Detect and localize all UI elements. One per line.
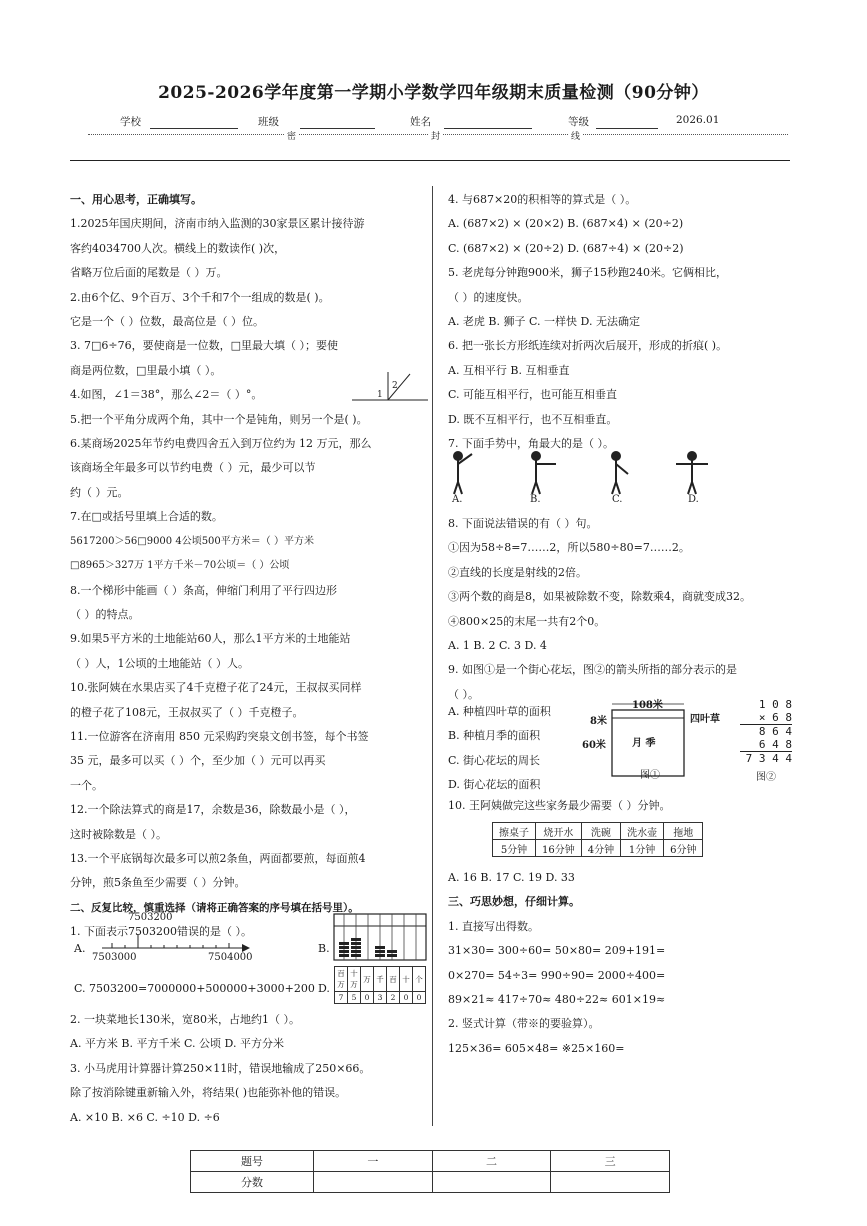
place-head: 万 [361,967,374,992]
exam-title: 2025-2026学年度第一学期小学数学四年级期末质量检测（90分钟） [158,83,709,103]
question-line: ②直线的长度是射线的2倍。 [448,565,587,579]
question-line: C. (687×2) × (20÷2) D. (687÷4) × (20÷2) [448,241,684,255]
place-head: 十 [400,967,413,992]
chore-name: 烧开水 [536,823,582,840]
score-cell[interactable] [314,1172,433,1193]
school-line [150,118,238,129]
question-line: 10.张阿姨在水果店买了4千克橙子花了24元，王叔叔买同样 [70,681,362,695]
place-digit: 0 [400,992,413,1004]
question-line: 2. 一块菜地长130米，宽80米，占地约1（ ）。 [70,1013,300,1026]
question-line: 1.2025年国庆期间，济南市纳入监测的30家景区累计接待游 [70,217,365,231]
question-line: 5.把一个平角分成两个角，其中一个是钝角，则另一个是( )。 [70,412,368,426]
chore-name: 擦桌子 [493,823,536,840]
question-line: 3. 小马虎用计算器计算250×11时，错误地输成了250×66。 [70,1061,371,1075]
place-head: 十万 [348,967,361,992]
chore-time: 4分钟 [581,840,620,857]
section-2-heading: 二、反复比较，慎重选择（请将正确答案的序号填在括号里）。 [70,901,359,914]
question-line: ④800×25的末尾一共有2个0。 [448,614,606,628]
score-label: 分数 [191,1172,314,1193]
question-line: A. ×10 B. ×6 C. ÷10 D. ÷6 [70,1110,220,1124]
place-head: 百万 [335,967,348,992]
right-column-bottom [448,866,788,1061]
question-line: □8965＞327万 1平方千米－70公顷＝（ ）公顷 [70,560,290,572]
question-line: 约（ ）元。 [70,485,129,499]
gesture-figures [446,450,746,496]
name-label: 姓名 [410,116,431,128]
question-line: 这时被除数是（ ）。 [70,827,167,841]
question-line: 6.某商场2025年节约电费四舍五入到万位约为 12 万元，那么 [70,437,372,451]
question-line: ③两个数的商是8，如果被除数不变，除数乘4，商就变成32。 [448,590,751,604]
fig2-row2: × 6 8 [740,711,792,725]
chore-time: 5分钟 [493,840,536,857]
grade-field [568,114,658,129]
class-line [300,118,375,129]
place-head: 百 [387,967,400,992]
question-line: 它是一个（ ）位数，最高位是（ ）位。 [70,315,264,329]
calc-row: 0×270= 54÷3= 990÷90= 2000÷400= [448,968,666,982]
name-line [444,118,532,129]
school-field [120,114,238,129]
question-line: ①因为58÷8=7……2，所以580÷80=7……2。 [448,541,690,555]
chore-time: 6分钟 [664,840,703,857]
calc-row: 125×36= 605×48= ※25×160= [448,1041,625,1055]
question-line: 商是两位数，□里最小填（ ）。 [70,363,222,377]
q1-option-d-label: D. [318,982,330,995]
score-head: 三 [551,1151,670,1172]
place-digit: 2 [387,992,400,1004]
question-line: 1. 下面表示7503200错误的是（ ）。 [70,925,252,939]
fig1-height-label: 60米 [582,740,606,751]
question-line: 2. 竖式计算（带※的要验算）。 [448,1017,600,1031]
chore-time: 16分钟 [536,840,582,857]
chore-name: 洗碗 [581,823,620,840]
question-line: 9. 如图①是一个街心花坛，图②的箭头所指的部分表示的是 [448,663,737,677]
question-line: 4. 与687×20的积相等的算式是（ ）。 [448,193,637,206]
question-line: （ ）的特点。 [70,607,140,621]
question-line: A. 老虎 B. 狮子 C. 一样快 D. 无法确定 [448,315,640,329]
question-line: 13.一个平底锅每次最多可以煎2条鱼，两面都要煎，每面煎4 [70,851,366,865]
fig2-calculation [740,698,792,765]
place-digit: 7 [335,992,348,1004]
angle-2-label: 2 [392,381,398,391]
left-column [70,188,425,945]
fig1-caption: 图① [640,770,660,781]
calc-row: 89×21≈ 417÷70≈ 480÷22≈ 601×19≈ [448,993,666,1007]
seal-line [88,134,788,147]
section-3-heading: 三、巧思妙想，仔细计算。 [448,895,580,909]
name-field [410,114,532,129]
abacus-figure [332,912,428,962]
q1-option-c: C. 7503200=7000000+500000+3000+200 [74,982,315,995]
gesture-label-c: C. [612,494,623,505]
score-cell[interactable] [432,1172,551,1193]
score-table [190,1150,670,1193]
fig2-row5: 7 3 4 4 [745,752,792,765]
question-line: 除了按消除键重新输入外，将结果( )也能弥补他的错误。 [70,1086,347,1100]
angle-1-label: 1 [377,390,383,400]
question-line: A. 16 B. 17 C. 19 D. 33 [448,871,575,884]
place-digit: 0 [413,992,426,1004]
question-line: （ ）。 [448,687,479,701]
question-line: （ ）人，1公顷的土地能站（ ）人。 [70,656,249,670]
grade-line [596,118,658,129]
right-column-mid [448,512,788,707]
question-line: 9.如果5平方米的土地能站60人，那么1平方米的土地能站 [70,632,351,646]
grade-label: 等级 [568,116,589,128]
question-line: （ ）的速度快。 [448,290,529,304]
score-head: 一 [314,1151,433,1172]
question-line: 5. 老虎每分钟跑900米，狮子15秒跑240米。它俩相比， [448,266,727,280]
chores-table [492,822,703,857]
place-digit: 3 [374,992,387,1004]
question-line: 8. 下面说法错误的有（ ）句。 [448,517,598,530]
q9-option-c: C. 街心花坛的周长 [448,753,541,767]
right-column [448,188,788,456]
q10-text: 10. 王阿姨做完这些家务最少需要（ ）分钟。 [448,799,671,812]
header-divider [70,160,790,161]
question-line: A. (687×2) × (20×2) B. (687×4) × (20÷2) [448,217,684,231]
place-value-table [334,966,426,1004]
score-head: 题号 [191,1151,314,1172]
place-digit: 0 [361,992,374,1004]
q9-option-d: D. 街心花坛的面积 [448,778,541,792]
gesture-label-a: A. [452,494,463,505]
calc-row: 31×30= 300÷60= 50×80= 209+191= [448,944,666,958]
number-line-mid-label: 7503200 [128,912,173,923]
seal-char-1: 密 [284,129,299,142]
question-line: A. 1 B. 2 C. 3 D. 4 [448,639,547,653]
place-digit: 5 [348,992,361,1004]
seal-char-2: 封 [428,129,443,142]
question-line: A. 互相平行 B. 互相垂直 [448,363,570,377]
q9-options [448,700,578,798]
fig1-top-label: 108米 [632,700,663,711]
question-line: 7. 下面手势中，角最大的是（ ）。 [448,437,614,451]
q9-option-a: A. 种植四叶草的面积 [448,705,551,718]
question-line: 7.在□或括号里填上合适的数。 [70,510,223,524]
question-line: C. 可能互相平行，也可能互相垂直 [448,388,618,402]
fig1-clover-label: 四叶草 [690,714,720,725]
question-line: 的橙子花了108元，王叔叔买了（ ）千克橙子。 [70,705,304,719]
fig2-caption: 图② [756,772,776,783]
chore-time: 1分钟 [621,840,664,857]
question-line: 省略万位后面的尾数是（ ）万。 [70,266,228,280]
column-divider [432,186,433,1126]
place-head: 千 [374,967,387,992]
question-line: 12.一个除法算式的商是17，余数是36，除数最小是（ ）， [70,803,356,817]
place-head: 个 [413,967,426,992]
question-line: 5617200＞56□9000 4公顷500平方米＝（ ）平方米 [70,535,314,547]
number-line-right-label: 7504000 [208,952,253,963]
chore-name: 洗水壶 [621,823,664,840]
exam-date: 2026.01 [676,114,720,126]
q9-option-b: B. 种植月季的面积 [448,729,541,743]
question-line: 该商场全年最多可以节约电费（ ）元，最少可以节 [70,461,316,475]
question-line: 3. 7□6÷76，要使商是一位数，□里最大填（ ）；要使 [70,339,338,353]
fig2-row1: 1 0 8 [758,698,792,711]
question-line: 4.如图，∠1＝38°，那么∠2＝（ ）°。 [70,388,263,402]
question-line: 一个。 [70,778,103,792]
class-field [258,114,375,129]
question-line: 2.由6个亿、9个百万、3个千和7个一组成的数是( )。 [70,290,330,304]
gesture-label-b: B. [530,494,541,505]
question-line: 分钟，煎5条鱼至少需要（ ）分钟。 [70,876,246,890]
question-line: 客约4034700人次。横线上的数读作( )次， [70,241,286,255]
question-line: 35 元，最多可以买（ ）个，至少加（ ）元可以再买 [70,754,326,768]
fig1-width-label: 8米 [590,716,607,727]
question-line: D. 既不互相平行，也不互相垂直。 [448,412,618,426]
fig2-row3: 8 6 4 [758,725,792,738]
q1-option-a-label: A. [74,942,86,955]
class-label: 班级 [258,116,279,128]
question-line: 11.一位游客在济南用 850 元采购趵突泉文创书签，每个书签 [70,729,369,743]
left-column-bottom [70,1008,425,1130]
score-cell[interactable] [551,1172,670,1193]
question-line: A. 平方米 B. 平方千米 C. 公顷 D. 平方分米 [70,1037,284,1051]
chore-name: 拖地 [664,823,703,840]
question-line: 1. 直接写出得数。 [448,919,539,933]
question-line: 8.一个梯形中能画（ ）条高，伸缩门利用了平行四边形 [70,583,337,597]
question-line: 6. 把一张长方形纸连续对折两次后展开，形成的折痕( )。 [448,339,728,353]
q1-option-b-label: B. [318,942,330,955]
fig1-rose-label: 月 季 [632,738,656,749]
gesture-label-d: D. [688,494,699,505]
score-head: 二 [432,1151,551,1172]
seal-char-3: 线 [568,129,583,142]
angle-figure [350,370,430,406]
section-1-heading: 一、用心思考，正确填写。 [70,193,202,206]
fig2-row4: 6 4 8 [740,738,792,752]
number-line-left-label: 7503000 [92,952,137,963]
school-label: 学校 [120,116,141,128]
